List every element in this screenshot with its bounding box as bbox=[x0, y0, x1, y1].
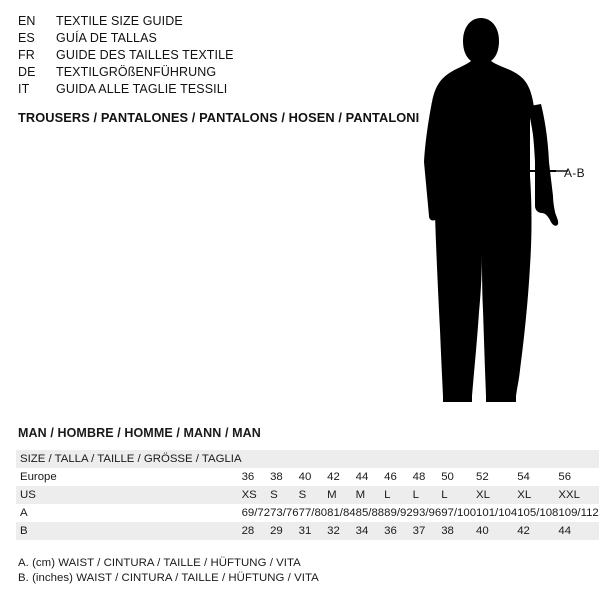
language-row-it bbox=[18, 82, 358, 99]
cell: 29 bbox=[270, 522, 299, 540]
cell bbox=[384, 450, 413, 468]
table-row bbox=[16, 504, 599, 522]
figure-man-silhouette bbox=[404, 10, 594, 410]
cell: L bbox=[384, 486, 413, 504]
table-row bbox=[16, 486, 599, 504]
language-row-fr bbox=[18, 48, 358, 65]
cell: XL bbox=[517, 486, 558, 504]
table-title: MAN / HOMBRE / HOMME / MANN / MAN bbox=[18, 426, 261, 440]
cell: 56 bbox=[558, 471, 572, 483]
language-title-it: GUIDA ALLE TAGLIE TESSILI bbox=[56, 82, 228, 96]
cell: 32 bbox=[327, 522, 356, 540]
cell: 52 bbox=[476, 471, 489, 483]
cell bbox=[517, 450, 558, 468]
language-title-es: GUÍA DE TALLAS bbox=[56, 31, 157, 45]
cell: 38 bbox=[441, 522, 476, 540]
language-title-fr: GUIDE DES TAILLES TEXTILE bbox=[56, 48, 234, 62]
cell: XS bbox=[242, 486, 271, 504]
row-label-size: SIZE / TALLA / TAILLE / GRÖSSE / TAGLIA bbox=[16, 450, 242, 468]
language-code-en: EN bbox=[18, 14, 36, 28]
footnotes bbox=[18, 556, 319, 586]
row-label-us: US bbox=[16, 486, 242, 504]
cell: 31 bbox=[299, 522, 328, 540]
cell: 85/88 bbox=[355, 507, 385, 519]
cell: 38 bbox=[270, 471, 283, 483]
cell bbox=[327, 450, 356, 468]
cell: 54 bbox=[517, 471, 530, 483]
cell: 44 bbox=[355, 471, 369, 483]
cell: XXL bbox=[558, 486, 598, 504]
cell bbox=[413, 450, 442, 468]
language-title-en: TEXTILE SIZE GUIDE bbox=[56, 14, 183, 28]
cell: 69/72 bbox=[241, 507, 271, 519]
cell: XL bbox=[476, 486, 517, 504]
row-label-b: B bbox=[16, 522, 242, 540]
cell: 73/76 bbox=[270, 507, 299, 519]
cell bbox=[558, 450, 598, 468]
cell: 36 bbox=[384, 522, 413, 540]
cell bbox=[242, 450, 271, 468]
table-row bbox=[16, 468, 599, 486]
cell: 42 bbox=[327, 471, 340, 483]
size-table bbox=[16, 450, 599, 540]
cell: S bbox=[299, 486, 328, 504]
cell: 34 bbox=[356, 522, 385, 540]
cell: 37 bbox=[413, 522, 442, 540]
silhouette-svg bbox=[404, 10, 594, 410]
cell: L bbox=[441, 486, 476, 504]
section-title: TROUSERS / PANTALONES / PANTALONS / HOSEN / PANTALONI bbox=[18, 110, 420, 125]
cell: 101/104 bbox=[476, 507, 518, 519]
cell bbox=[441, 450, 476, 468]
row-label-europe: Europe bbox=[20, 471, 57, 483]
cell: 89/92 bbox=[384, 507, 413, 519]
cell bbox=[270, 450, 299, 468]
cell: 42 bbox=[517, 522, 558, 540]
cell: 105/108 bbox=[517, 507, 559, 519]
cell: 28 bbox=[242, 522, 271, 540]
cell: 81/84 bbox=[327, 507, 356, 519]
language-row-en bbox=[18, 14, 358, 31]
footnote-a: A. (cm) WAIST / CINTURA / TAILLE / HÜFTUNG / VITA bbox=[18, 557, 301, 569]
measure-label-ab: A-B bbox=[564, 166, 585, 180]
cell: 48 bbox=[412, 471, 426, 483]
cell: 77/80 bbox=[298, 507, 328, 519]
language-code-it: IT bbox=[18, 82, 30, 96]
language-row-de bbox=[18, 65, 358, 82]
cell: 36 bbox=[241, 471, 255, 483]
language-code-fr: FR bbox=[18, 48, 35, 62]
language-row-es bbox=[18, 31, 358, 48]
language-code-de: DE bbox=[18, 65, 36, 79]
cell: 46 bbox=[384, 471, 397, 483]
cell: S bbox=[270, 486, 299, 504]
cell: 93/96 bbox=[412, 507, 442, 519]
cell: L bbox=[413, 486, 442, 504]
footnote-b: B. (inches) WAIST / CINTURA / TAILLE / HÜFTUNG / VITA bbox=[18, 572, 319, 584]
language-code-es: ES bbox=[18, 31, 35, 45]
cell: 50 bbox=[441, 471, 454, 483]
cell: M bbox=[356, 486, 385, 504]
cell bbox=[299, 450, 328, 468]
cell bbox=[476, 450, 517, 468]
cell: 40 bbox=[476, 522, 517, 540]
cell: 40 bbox=[298, 471, 312, 483]
cell: M bbox=[327, 486, 356, 504]
cell: 97/100 bbox=[441, 507, 477, 519]
language-title-de: TEXTILGRÖßENFÜHRUNG bbox=[56, 65, 217, 79]
cell: 44 bbox=[558, 522, 598, 540]
table-row bbox=[16, 450, 599, 468]
language-header-block bbox=[18, 14, 358, 99]
row-label-a: A bbox=[20, 507, 28, 519]
table-row bbox=[16, 522, 599, 540]
cell: 109/112 bbox=[558, 507, 599, 519]
cell bbox=[356, 450, 385, 468]
